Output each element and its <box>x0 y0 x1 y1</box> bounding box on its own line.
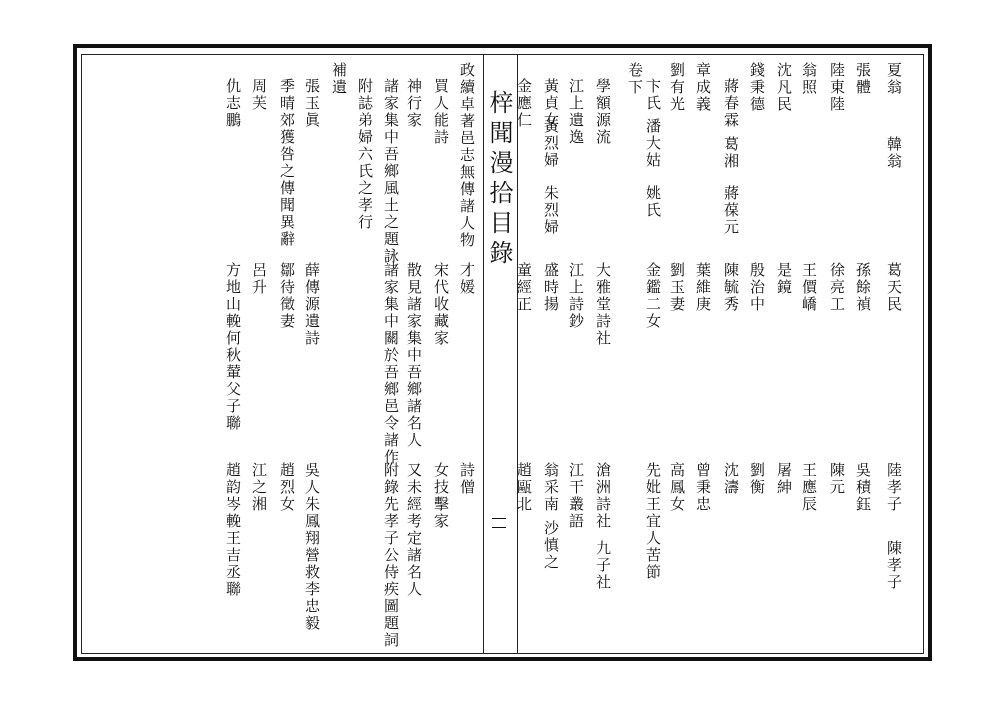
entry: 先妣王宜人苦節 <box>644 462 662 581</box>
entry: 夏翁 <box>885 62 903 96</box>
entry: 蔣葆元 <box>722 185 740 236</box>
entry: 殷治中 <box>748 262 766 313</box>
entry: 王應辰 <box>800 462 818 513</box>
entry: 神行家 <box>405 78 423 129</box>
entry: 劉玉妻 <box>668 262 686 313</box>
center-rule-right <box>517 54 518 654</box>
entry: 趙甌北 <box>515 462 533 513</box>
entry: 姚氏 <box>644 185 662 219</box>
entry: 錢秉德 <box>748 62 766 113</box>
entry: 女技擊家 <box>432 462 450 530</box>
entry: 是鏡 <box>775 262 793 296</box>
entry: 周芙 <box>250 78 268 112</box>
entry: 宋代收藏家 <box>432 262 450 347</box>
entry: 諸家集中關於吾鄉邑令諸作 <box>382 262 400 466</box>
entry: 張玉眞 <box>303 78 321 129</box>
entry: 季晴郊獲咎之傳聞異辭 <box>278 78 296 248</box>
entry: 江上遺逸 <box>567 78 585 146</box>
entry: 黃貞女 <box>542 78 560 129</box>
entry: 趙韵岑輓王吉丞聯 <box>224 462 242 598</box>
entry: 買人能詩 <box>432 78 450 146</box>
entry: 葉維庚 <box>694 262 712 313</box>
entry: 徐亮工 <box>828 262 846 313</box>
entry: 薛傳源遺詩 <box>303 262 321 347</box>
entry: 江干叢語 <box>567 462 585 530</box>
entry: 潘大姑 <box>644 118 662 169</box>
entry: 陳毓秀 <box>722 262 740 313</box>
entry: 陳元 <box>828 462 846 496</box>
entry: 鄒待徵妻 <box>278 262 296 330</box>
section-label: 卷下 <box>626 62 644 96</box>
entry: 吳人朱鳳翔營救李忠毅 <box>303 462 321 632</box>
center-rule-left <box>483 54 484 654</box>
entry: 朱烈婦 <box>542 185 560 236</box>
entry: 江上詩鈔 <box>567 262 585 330</box>
entry: 陳孝子 <box>885 540 903 591</box>
entry: 詩僧 <box>458 462 476 496</box>
entry: 高鳳女 <box>668 462 686 513</box>
entry: 韓翁 <box>885 136 903 170</box>
entry: 沈凡民 <box>775 62 793 113</box>
entry: 陸東陸 <box>828 62 846 113</box>
entry: 大雅堂詩社 <box>594 262 612 347</box>
entry: 趙烈女 <box>278 462 296 513</box>
entry: 曾秉忠 <box>694 462 712 513</box>
entry: 金鑑二女 <box>644 262 662 330</box>
entry: 仇志鵬 <box>224 78 242 129</box>
entry: 王價嶠 <box>800 262 818 313</box>
entry: 附錄先孝子公侍疾圖題詞 <box>382 462 400 649</box>
page-number <box>492 508 506 538</box>
entry: 金應仁 <box>515 78 533 129</box>
entry: 呂升 <box>250 262 268 296</box>
entry: 政續卓著邑志無傳諸人物 <box>458 62 476 249</box>
entry: 童經正 <box>515 262 533 313</box>
entry: 滄洲詩社 <box>594 462 612 530</box>
entry: 學額源流 <box>594 78 612 146</box>
section-label: 補遺 <box>330 62 348 96</box>
entry: 沈濤 <box>722 462 740 496</box>
entry: 散見諸家集中吾鄉諸名人 <box>405 262 423 449</box>
entry: 孫餘禎 <box>854 262 872 313</box>
entry: 劉衡 <box>748 462 766 496</box>
entry: 章成義 <box>694 62 712 113</box>
entry: 張體 <box>854 62 872 96</box>
entry: 卞氏 <box>644 78 662 112</box>
entry: 又未經考定諸名人 <box>405 462 423 598</box>
entry: 蔣春霖 <box>722 78 740 129</box>
entry: 九子社 <box>594 540 612 591</box>
entry: 吳積鈺 <box>854 462 872 513</box>
entry: 江之湘 <box>250 462 268 513</box>
entry: 葛天民 <box>885 262 903 313</box>
entry: 沙慎之 <box>542 520 560 571</box>
entry: 黃烈婦 <box>542 118 560 169</box>
entry: 才媛 <box>458 262 476 296</box>
entry: 諸家集中吾鄉風土之題詠 <box>382 78 400 265</box>
entry: 屠紳 <box>775 462 793 496</box>
entry: 方地山輓何秋輦父子聯 <box>224 262 242 432</box>
entry: 劉有光 <box>668 62 686 113</box>
entry: 葛湘 <box>722 136 740 170</box>
entry: 陸孝子 <box>885 462 903 513</box>
entry: 翁照 <box>800 62 818 96</box>
entry: 附誌弟婦六氏之孝行 <box>356 78 374 231</box>
entry: 翁采南 <box>542 462 560 513</box>
entry: 盛時揚 <box>542 262 560 313</box>
book-title: 梓聞漫拾目錄 <box>485 90 513 270</box>
